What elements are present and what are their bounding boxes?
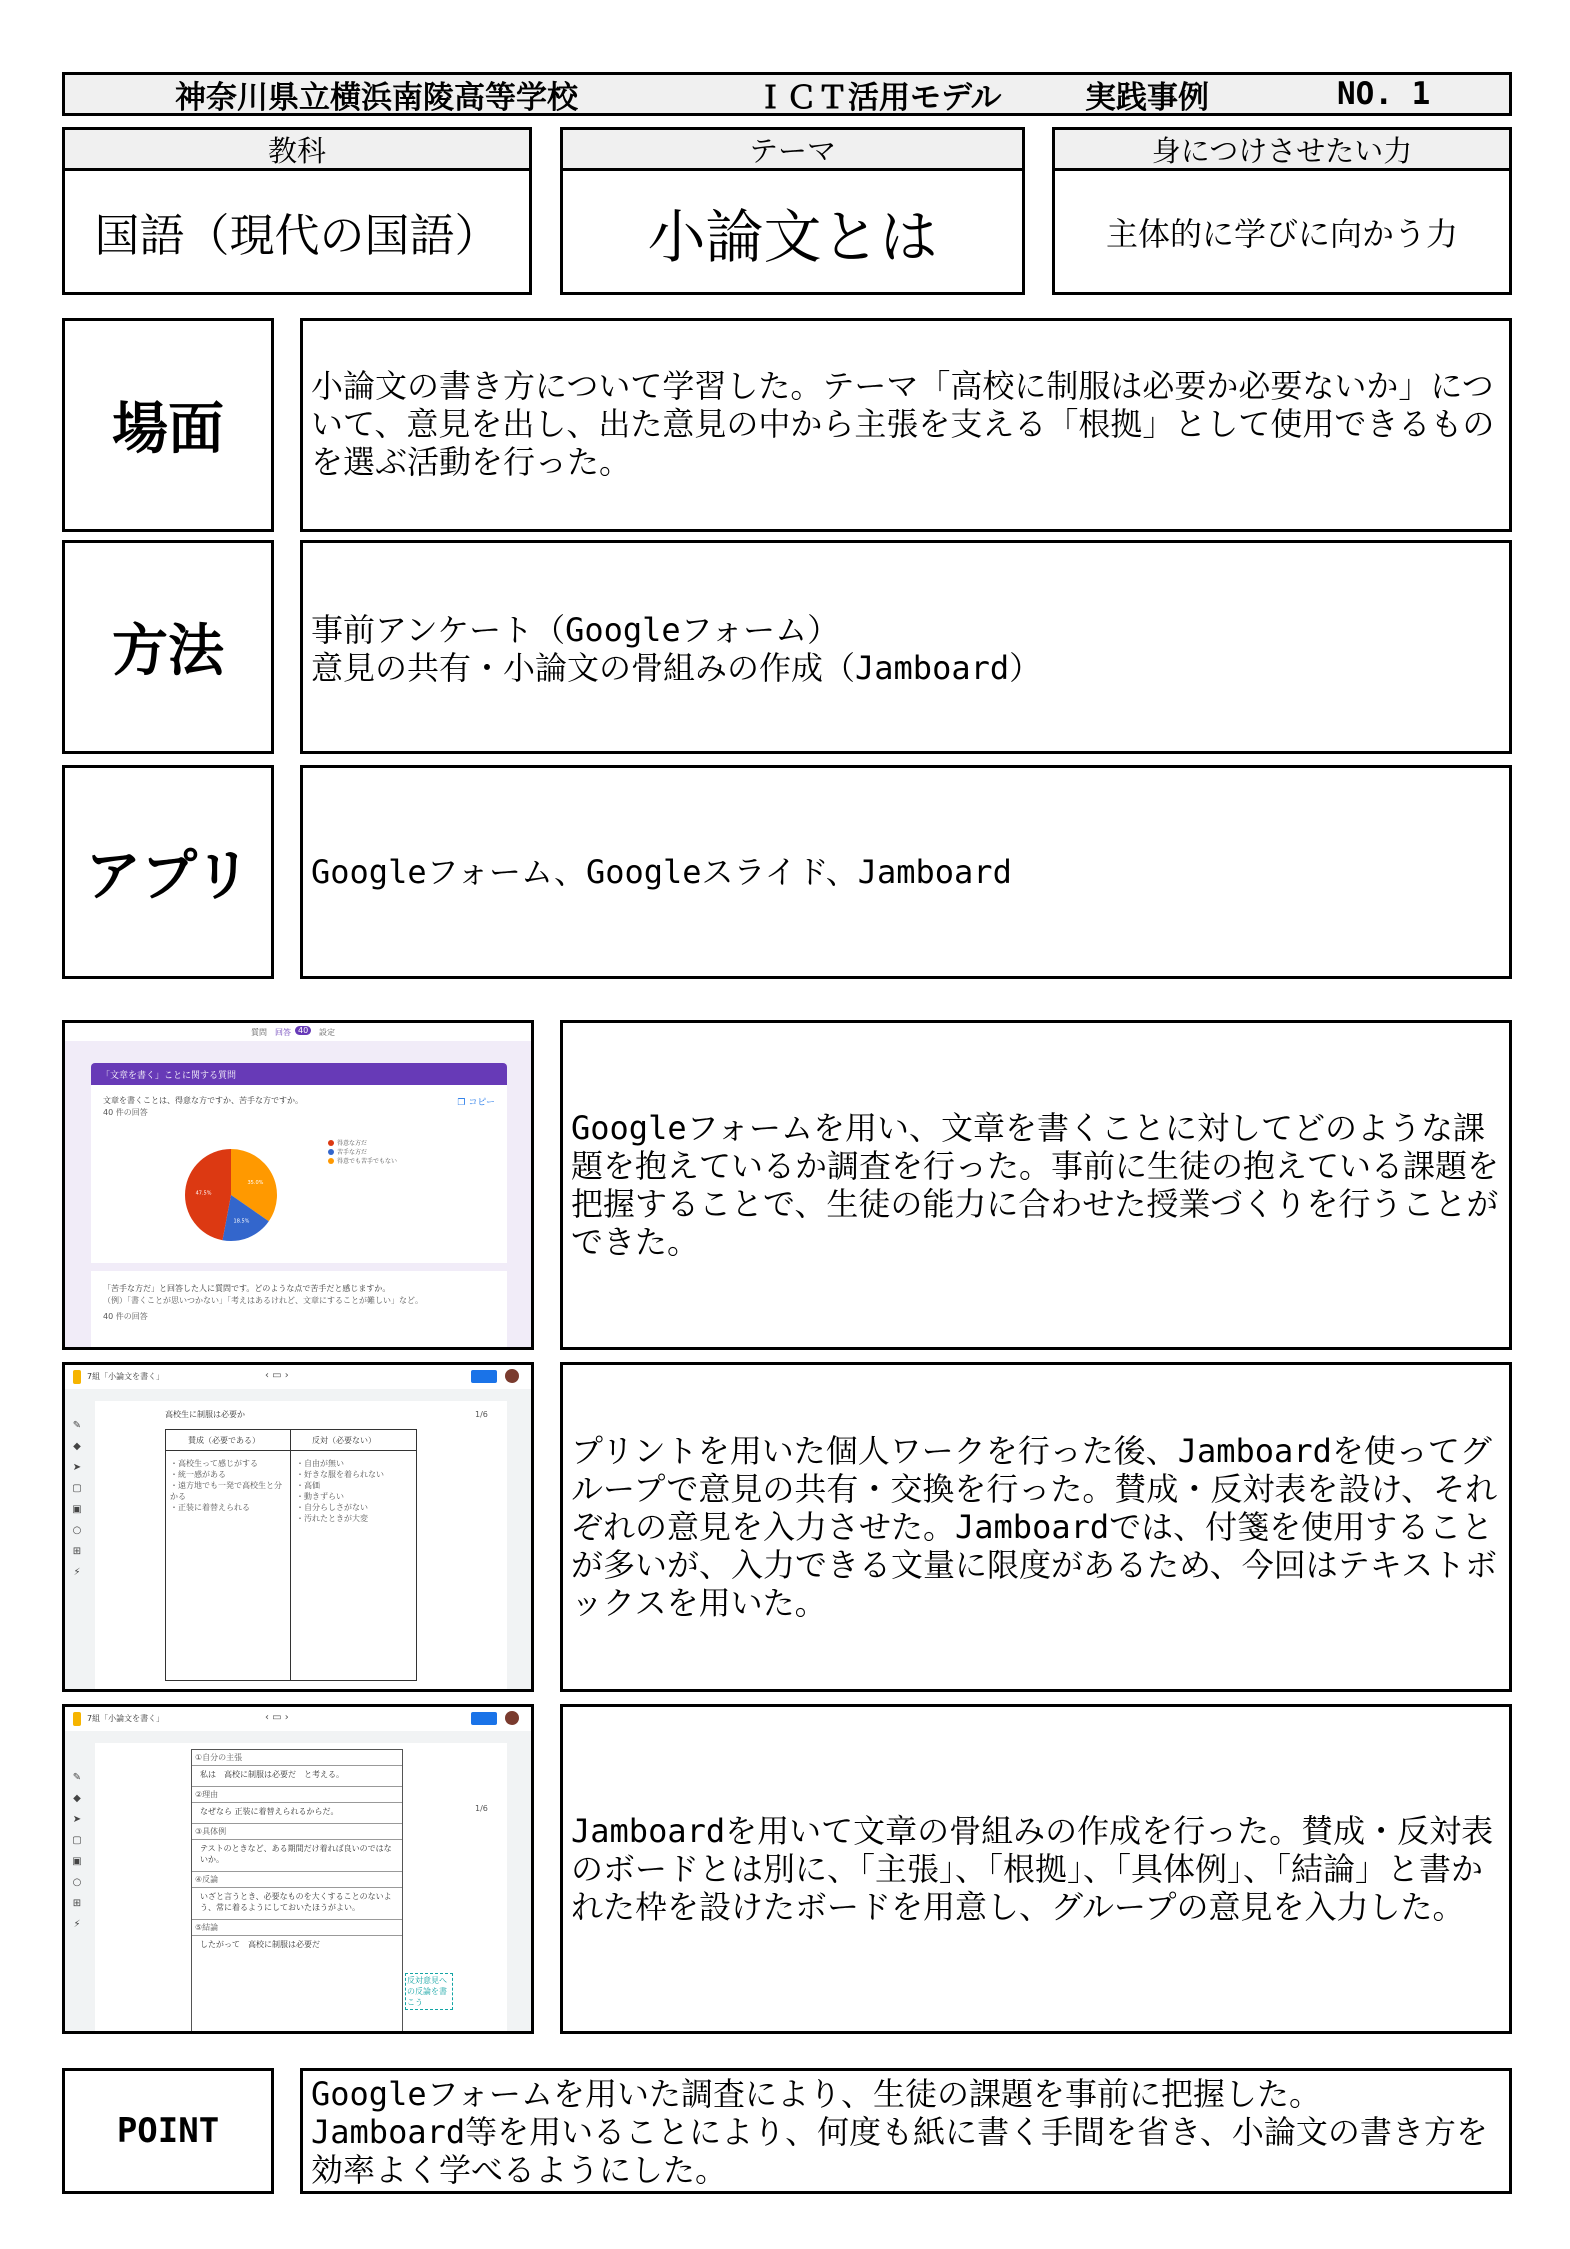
structure-row: ⑤結論 [192, 1920, 402, 1936]
header-bar [62, 72, 1512, 116]
jam-frame-nav[interactable]: ‹ ▭ › [265, 1370, 289, 1381]
scene-text-cell [300, 318, 1512, 532]
textbox-icon[interactable]: ⊞ [72, 1546, 82, 1557]
forms-screenshot [62, 1020, 534, 1350]
example-3-text-cell [560, 1704, 1512, 2034]
jam-board-canvas [95, 1743, 507, 2034]
structure-row: ③具体例 [192, 1824, 402, 1840]
forms-response-badge: 40 [295, 1026, 311, 1035]
skill-label: 身につけさせたい力 [1151, 133, 1413, 168]
legend-marker [328, 1140, 334, 1146]
shape-icon[interactable]: ○ [72, 1525, 82, 1536]
point-label: POINT [116, 2111, 220, 2151]
example-3-text: Jamboardを用いて文章の骨組みの作成を行った。賛成・反対表のボードとは別に、「主張」、「根拠」、「具体例」、「結論」と書かれた枠を設けたボードを用意し、グループの意見を入力した。 [571, 1812, 1494, 1926]
avatar[interactable] [505, 1711, 519, 1725]
jam-toolbar-left [69, 1767, 85, 1987]
method-line-2: 意見の共有・小論文の骨組みの作成（Jamboard） [311, 649, 1042, 687]
forms-count: 40 件の回答 [103, 1108, 148, 1117]
pie-slice-label: 35.0% [247, 1180, 264, 1187]
theme-label-cell [560, 127, 1025, 171]
scene-label-cell [62, 318, 274, 532]
avatar[interactable] [505, 1369, 519, 1383]
model-name: ＩＣＴ活用モデル [755, 79, 1002, 116]
structure-row: テストのときなど、ある期間だけ着れば良いのではないか。 [192, 1840, 402, 1872]
pro-header: 賛成（必要である） [188, 1436, 260, 1445]
shape-icon[interactable]: ○ [72, 1877, 82, 1888]
pro-con-table [165, 1429, 417, 1681]
forms-tab-responses[interactable]: 回答 [275, 1028, 291, 1037]
pie-slice-label: 18.5% [233, 1218, 250, 1225]
point-text-cell [300, 2068, 1512, 2194]
eraser-icon[interactable]: ◆ [73, 1441, 81, 1452]
forms-question: 文章を書くことは、得意な方ですか、苦手な方ですか。 [103, 1096, 303, 1105]
jam-title: 7組「小論文を書く」 [87, 1372, 165, 1381]
list-item: ・汚れたときが大変 [296, 1514, 368, 1523]
jam-board-canvas [95, 1401, 507, 1692]
app-label: アプリ [85, 844, 251, 909]
subject-label: 教科 [267, 133, 326, 168]
select-icon[interactable]: ➤ [72, 1462, 82, 1473]
jam-board-title: 高校生に制服は必要か [165, 1410, 245, 1419]
case-type: 実践事例 [1085, 79, 1209, 116]
sticky-note-icon[interactable]: ▢ [72, 1835, 82, 1846]
forms-tab-questions[interactable]: 質問 [251, 1028, 267, 1037]
subject-cell [62, 168, 532, 295]
skill-cell [1052, 168, 1512, 295]
list-item: ・自由が無い [296, 1459, 344, 1468]
example-2-text-cell [560, 1362, 1512, 1692]
list-item: ・高価 [296, 1481, 320, 1490]
structure-note: 反対意見への反論を書こう [405, 1973, 453, 2010]
example-1-text: Googleフォームを用い、文章を書くことに対してどのような課題を抱えているか調査を行った。事前に生徒の抱えている課題を把握することで、生徒の能力に合わせた授業づくりを行うことができた。 [571, 1109, 1500, 1261]
jam-topbar [65, 1365, 531, 1389]
theme-label: テーマ [748, 133, 836, 168]
forms-followup-count: 40 件の回答 [103, 1312, 148, 1321]
jam-title: 7組「小論文を書く」 [87, 1714, 165, 1723]
forms-question-card [91, 1085, 507, 1263]
legend-marker [328, 1149, 334, 1155]
point-line-1: Googleフォームを用いた調査により、生徒の課題を事前に把握した。 [311, 2075, 1321, 2113]
legend-marker [328, 1158, 334, 1164]
subject-label-cell [62, 127, 532, 171]
forms-section-title: 「文章を書く」ことに関する質問 [101, 1071, 237, 1081]
jamboard-table-screenshot [62, 1362, 534, 1692]
skill-label-cell [1052, 127, 1512, 171]
method-label: 方法 [112, 619, 224, 684]
jam-frame-nav[interactable]: ‹ ▭ › [265, 1712, 289, 1723]
structure-row: ②理由 [192, 1787, 402, 1803]
pen-icon[interactable]: ✎ [72, 1420, 82, 1431]
forms-section-header [91, 1063, 507, 1085]
jam-page-number: 1/6 [475, 1804, 488, 1813]
laser-icon[interactable]: ⚡ [73, 1567, 81, 1578]
jam-toolbar-left [69, 1415, 85, 1635]
method-label-cell [62, 540, 274, 754]
app-text-cell [300, 765, 1512, 979]
select-icon[interactable]: ➤ [72, 1814, 82, 1825]
point-label-cell [62, 2068, 274, 2194]
con-list [296, 1458, 412, 1524]
example-2-text: プリントを用いた個人ワークを行った後、Jamboardを使ってグループで意見の共有・交換を行った。賛成・反対表を設け、それぞれの意見を入力させた。Jamboardでは、付箋を使用することが多いが、入力できる文量に限度があるため、今回はテキストボックスを用いた。 [571, 1432, 1498, 1622]
list-item: ・正装に着替えられる [170, 1503, 250, 1512]
pie-chart [91, 1085, 507, 1263]
pen-icon[interactable]: ✎ [72, 1772, 82, 1783]
case-number: NO. 1 [1337, 76, 1431, 112]
list-item: ・統一感がある [170, 1470, 226, 1479]
pie-slice-label: 47.5% [195, 1190, 212, 1197]
forms-followup-card [91, 1271, 507, 1350]
legend-label: 得意な方だ [337, 1140, 368, 1147]
school-name: 神奈川県立横浜南陵高等学校 [175, 79, 578, 116]
scene-text: 小論文の書き方について学習した。テーマ「高校に制服は必要か必要ないか」について、意見を出し、出た意見の中から主張を支える「根拠」として使用できるものを選ぶ活動を行った。 [311, 367, 1495, 481]
skill-value: 主体的に学びに向かう力 [1105, 214, 1458, 253]
jam-share-button[interactable] [471, 1370, 497, 1383]
jamboard-logo-icon [73, 1370, 81, 1384]
scene-label: 場面 [112, 397, 224, 462]
structure-row: 私は 高校に制服は必要だ と考える。 [192, 1766, 402, 1787]
list-item: ・高校生って感じがする [170, 1459, 258, 1468]
textbox-icon[interactable]: ⊞ [72, 1898, 82, 1909]
app-text: Googleフォーム、Googleスライド、Jamboard [311, 853, 1012, 891]
forms-tabs [65, 1023, 531, 1041]
image-icon[interactable]: ▣ [72, 1856, 82, 1867]
list-item: ・好きな服を着られない [296, 1470, 384, 1479]
method-line-1: 事前アンケート（Googleフォーム） [311, 611, 840, 649]
legend-label: 得意でも苦手でもない [337, 1158, 398, 1165]
jam-page-number: 1/6 [475, 1410, 488, 1419]
point-line-2: Jamboard等を用いることにより、何度も紙に書く手間を省き、小論文の書き方を効率よく学べるようにした。 [311, 2113, 1488, 2189]
sticky-note-icon[interactable]: ▢ [72, 1483, 82, 1494]
jamboard-logo-icon [73, 1712, 81, 1726]
list-item: ・自分らしさがない [296, 1503, 368, 1512]
structure-row: したがって 高校に制服は必要だ [200, 1940, 320, 1949]
image-icon[interactable]: ▣ [72, 1504, 82, 1515]
forms-followup-question: 「苦手な方だ」と回答した人に質問です。どのような点で苦手だと感じますか。 [103, 1284, 391, 1293]
jam-topbar [65, 1707, 531, 1731]
legend-label: 苦手な方だ [337, 1149, 368, 1156]
forms-tab-settings[interactable]: 設定 [319, 1028, 335, 1037]
method-text-cell [300, 540, 1512, 754]
structure-row: いざと言うとき、必要なものを大くすることのないよう、常に着るようにしておいたほうがよい。 [192, 1888, 402, 1920]
jamboard-structure-screenshot [62, 1704, 534, 2034]
forms-followup-example: （例）「書くことが思いつかない」「考えはあるけれど、文章にすることが難しい」など。 [103, 1296, 423, 1305]
theme-value: 小論文とは [647, 202, 938, 271]
theme-cell [560, 168, 1025, 295]
example-1-text-cell [560, 1020, 1512, 1350]
subject-value: 国語（現代の国語） [94, 209, 500, 262]
structure-row: ①自分の主張 [192, 1750, 402, 1766]
forms-copy-label: コピー [468, 1098, 495, 1108]
app-label-cell [62, 765, 274, 979]
pro-list [170, 1458, 286, 1513]
structure-frame [191, 1749, 403, 2034]
laser-icon[interactable]: ⚡ [73, 1919, 81, 1930]
con-header: 反対（必要ない） [312, 1436, 376, 1445]
structure-row: なぜなら 正装に着替えられるからだ。 [192, 1803, 402, 1824]
eraser-icon[interactable]: ◆ [73, 1793, 81, 1804]
list-item: ・動きずらい [296, 1492, 344, 1501]
structure-row: ④反論 [192, 1872, 402, 1888]
copy-icon: ❐ [457, 1098, 466, 1108]
list-item: ・遠方地でも一発で高校生と分かる [170, 1481, 282, 1501]
jam-share-button[interactable] [471, 1712, 497, 1725]
